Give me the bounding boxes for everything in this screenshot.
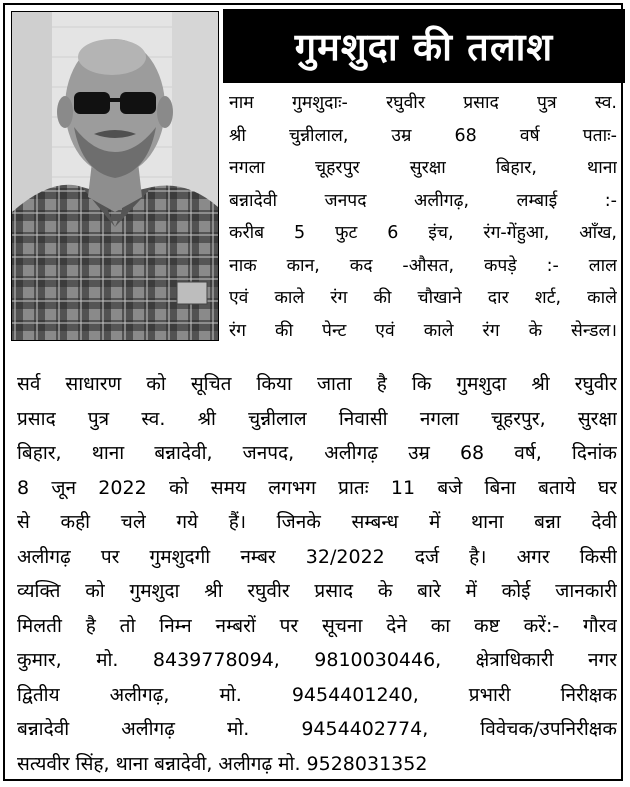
details-line: नाक कान, कद -औसत, कपड़े :- लाल (229, 255, 617, 276)
notice-line: कुमार, मो. 8439778094, 9810030446, क्षेत्राधिकारी नगर (17, 649, 617, 671)
notice-line: 8 जून 2022 को समय लगभग प्रातः 11 बजे बिना बताये घर (17, 476, 617, 499)
details-line: श्री चुन्नीलाल, उम्र 68 वर्ष पताः- (229, 125, 617, 146)
notice-line: बन्नादेवी अलीगढ़ मो. 9454402774, विवेचक/उपनिरीक्षक (17, 718, 617, 740)
person-photo-icon (12, 12, 218, 340)
notice-frame (3, 3, 623, 781)
notice-line: बिहार, थाना बन्नादेवी, जनपद, अलीगढ़ उम्र 68 वर्ष, दिनांक (17, 442, 617, 464)
notice-line: द्वितीय अलीगढ़, मो. 9454401240, प्रभारी निरीक्षक (17, 683, 617, 706)
details-line: नगला चूहरपुर सुरक्षा बिहार, थाना (229, 158, 617, 178)
notice-line: प्रसाद पुत्र स्व. श्री चुन्नीलाल निवासी नगला चूहरपुर, सुरक्षा (17, 407, 617, 430)
notice-line: सत्यवीर सिंह, थाना बन्नादेवी, अलीगढ़ मो. 9528031352 (17, 752, 428, 775)
notice-title-text: गुमशुदा की तलाश (294, 25, 554, 69)
details-line: करीब 5 फुट 6 इंच, रंग-गेंहुआ, आँख, (229, 223, 617, 243)
details-line: बन्नादेवी जनपद अलीगढ़, लम्बाई :- (229, 190, 617, 211)
notice-body (17, 367, 617, 781)
details-line: रंग की पेन्ट एवं काले रंग के सेन्डल। (229, 320, 617, 341)
details-line: नाम गुमशुदाः- रघुवीर प्रसाद पुत्र स्व. (229, 93, 617, 113)
person-details (229, 87, 617, 347)
notice-line: सर्व साधारण को सूचित किया जाता है कि गुमशुदा श्री रघुवीर (17, 373, 617, 395)
notice-line: व्यक्ति को गुमशुदा श्री रघुवीर प्रसाद के बारे में कोई जानकारी (17, 580, 617, 602)
details-line: एवं काले रंग की चौखाने दार शर्ट, काले (229, 288, 617, 308)
notice-line: से कही चले गये हैं। जिनके सम्बन्ध में थाना बन्ना देवी (17, 511, 617, 533)
missing-person-photo (11, 11, 219, 341)
notice-line: अलीगढ़ पर गुमशुदगी नम्बर 32/2022 दर्ज है। अगर किसी (17, 545, 617, 568)
notice-line: मिलती है तो निम्न नम्बरों पर सूचना देने का कष्ट करें:- गौरव (17, 614, 617, 637)
notice-title (223, 9, 625, 83)
